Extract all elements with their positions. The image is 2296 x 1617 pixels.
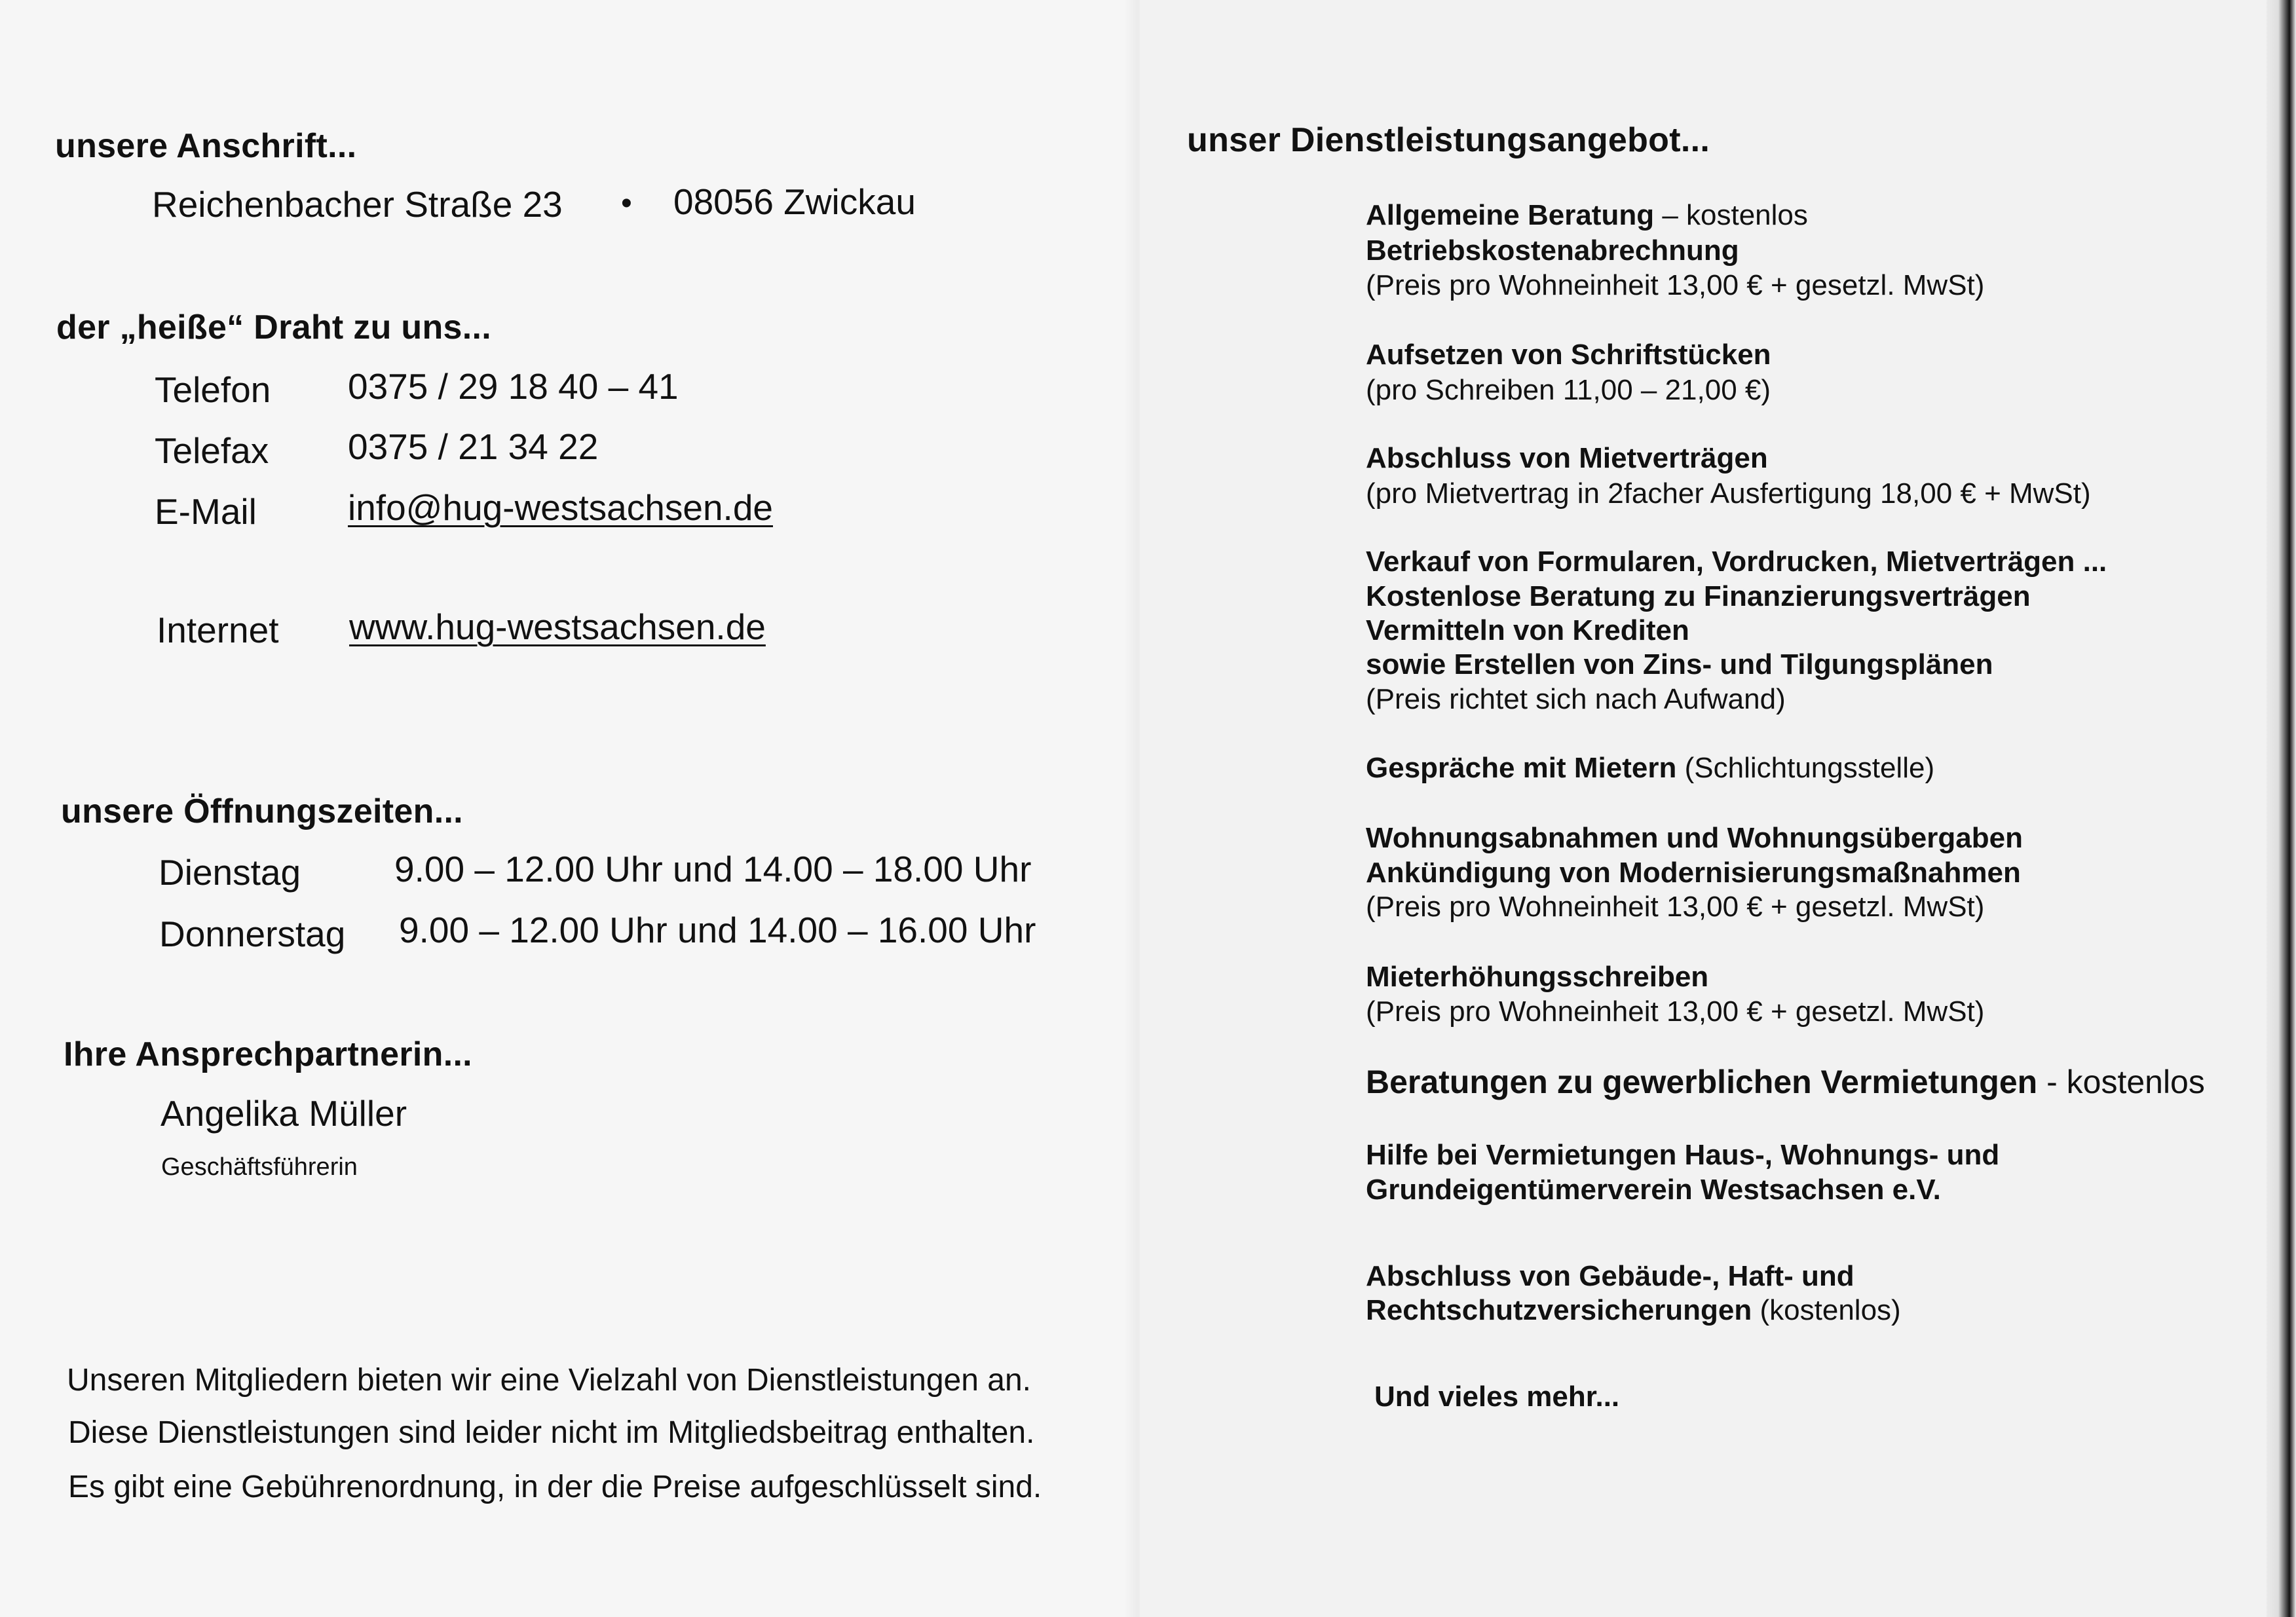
- scan-edge: [2267, 0, 2296, 1617]
- service-insurance: Abschluss von Gebäude-, Haft- und: [1366, 1260, 1854, 1292]
- address-heading: unsere Anschrift...: [55, 127, 357, 165]
- service-documents: Aufsetzen von Schriftstücken: [1366, 339, 1771, 371]
- hours-day-tuesday: Dienstag: [159, 852, 301, 893]
- contact-heading: der „heiße“ Draht zu uns...: [56, 308, 491, 346]
- opening-hours-heading: unsere Öffnungszeiten...: [61, 792, 463, 830]
- service-more: Und vieles mehr...: [1374, 1381, 1620, 1413]
- fax-label: Telefax: [155, 430, 269, 471]
- note-line-1: Unseren Mitgliedern bieten wir eine Vielzahl von Dienstleistungen an.: [67, 1363, 1031, 1398]
- service-insurance-legal: Rechtschutzversicherungen (kostenlos): [1366, 1294, 1901, 1326]
- left-page: [0, 0, 1146, 1617]
- hours-time-tuesday: 9.00 – 12.00 Uhr und 14.00 – 18.00 Uhr: [394, 849, 1032, 889]
- bullet-separator: •: [621, 186, 632, 221]
- city-address: 08056 Zwickau: [673, 181, 916, 222]
- service-leases-price: (pro Mietvertrag in 2facher Ausfertigung 18,00 € + MwSt): [1366, 477, 2091, 510]
- service-financing-advice: Kostenlose Beratung zu Finanzierungsverträgen: [1366, 580, 2031, 612]
- hours-time-thursday: 9.00 – 12.00 Uhr und 14.00 – 16.00 Uhr: [399, 910, 1036, 950]
- email-label: E-Mail: [155, 491, 257, 532]
- service-financing-price: (Preis richtet sich nach Aufwand): [1366, 683, 1786, 715]
- service-operating-costs: Betriebskostenabrechnung: [1366, 234, 1739, 267]
- service-letting-help: Hilfe bei Vermietungen Haus-, Wohnungs- und: [1366, 1139, 2000, 1171]
- contact-person-heading: Ihre Ansprechpartnerin...: [64, 1035, 472, 1073]
- note-line-3: Es gibt eine Gebührenordnung, in der die Preise aufgeschlüsselt sind.: [68, 1470, 1042, 1504]
- fax-value: 0375 / 21 34 22: [348, 426, 599, 467]
- website-link[interactable]: www.hug-westsachsen.de: [349, 606, 766, 647]
- service-modernisation: Ankündigung von Modernisierungsmaßnahmen: [1366, 857, 2021, 889]
- street-address: Reichenbacher Straße 23: [152, 184, 563, 225]
- service-handovers-price: (Preis pro Wohneinheit 13,00 € + gesetzl. MwSt): [1366, 891, 1985, 923]
- note-line-2: Diese Dienstleistungen sind leider nicht im Mitgliedsbeitrag enthalten.: [68, 1415, 1035, 1450]
- service-general-advice: Allgemeine Beratung – kostenlos: [1366, 199, 1808, 231]
- service-rent-increase: Mieterhöhungsschreiben: [1366, 961, 1709, 993]
- service-documents-price: (pro Schreiben 11,00 – 21,00 €): [1366, 374, 1771, 406]
- service-handovers: Wohnungsabnahmen und Wohnungsübergaben: [1366, 822, 2023, 854]
- service-tenant-talks: Gespräche mit Mietern (Schlichtungsstelle): [1366, 752, 1935, 784]
- service-operating-costs-price: (Preis pro Wohneinheit 13,00 € + gesetzl. MwSt): [1366, 269, 1985, 301]
- service-leases: Abschluss von Mietverträgen: [1366, 442, 1768, 474]
- service-commercial-letting: Beratungen zu gewerblichen Vermietungen - kostenlos: [1366, 1064, 2205, 1100]
- service-letting-help-association: Grundeigentümerverein Westsachsen e.V.: [1366, 1174, 1941, 1206]
- contact-person-name: Angelika Müller: [160, 1093, 407, 1134]
- service-rent-increase-price: (Preis pro Wohneinheit 13,00 € + gesetzl. MwSt): [1366, 995, 1985, 1028]
- contact-person-role: Geschäftsführerin: [161, 1153, 358, 1181]
- hours-day-thursday: Donnerstag: [159, 914, 346, 954]
- phone-value: 0375 / 29 18 40 – 41: [348, 366, 679, 407]
- internet-label: Internet: [157, 610, 279, 650]
- services-heading: unser Dienstleistungsangebot...: [1187, 121, 1710, 159]
- service-forms: Verkauf von Formularen, Vordrucken, Mietverträgen ...: [1366, 546, 2107, 578]
- phone-label: Telefon: [155, 369, 271, 410]
- email-link[interactable]: info@hug-westsachsen.de: [348, 487, 773, 528]
- service-repayment-plans: sowie Erstellen von Zins- und Tilgungsplänen: [1366, 648, 1993, 680]
- service-credits: Vermitteln von Krediten: [1366, 614, 1689, 646]
